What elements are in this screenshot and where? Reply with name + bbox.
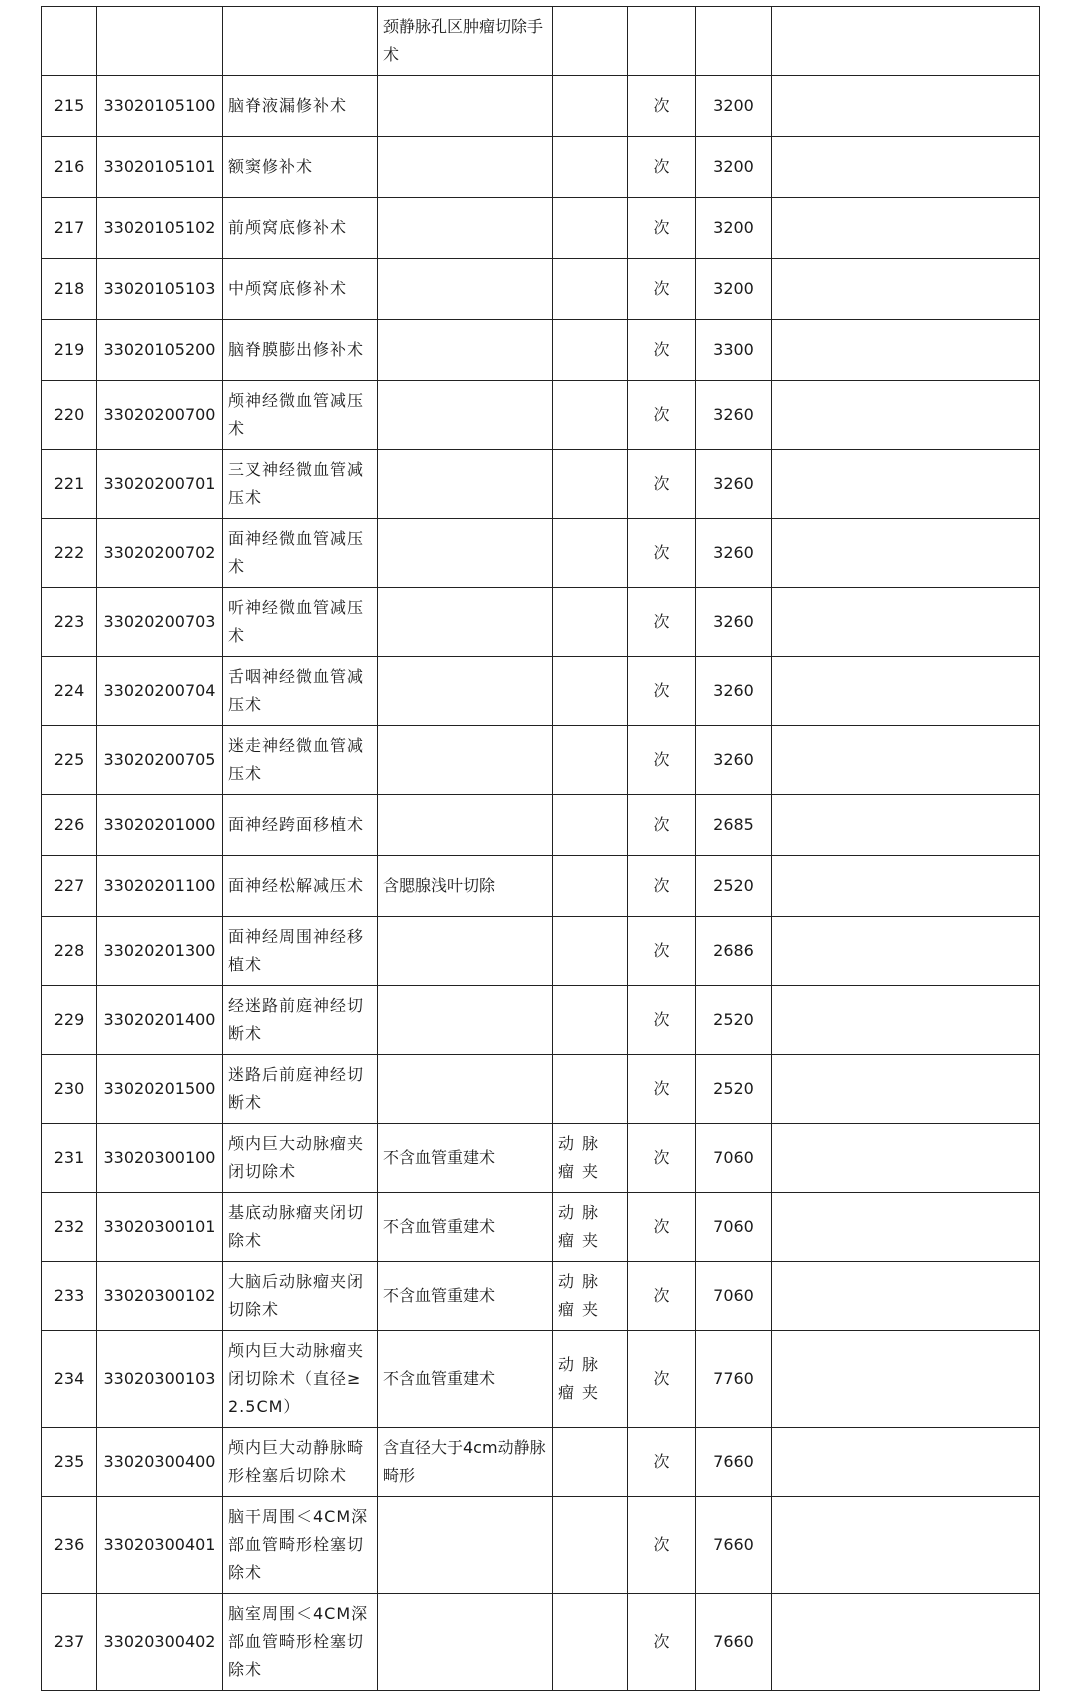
item-content-cell: [378, 198, 553, 259]
excluded-material-cell: 动脉瘤夹: [553, 1331, 628, 1428]
item-code-cell: 33020105200: [97, 320, 223, 381]
row-number-cell: 228: [42, 917, 97, 986]
price-value-cell: 2685: [696, 795, 772, 856]
excluded-material-cell: [553, 198, 628, 259]
remark-cell: [772, 1193, 1040, 1262]
excluded-material-cell: [553, 856, 628, 917]
item-code-cell: 33020105101: [97, 137, 223, 198]
item-content-cell: [378, 917, 553, 986]
excluded-material-cell: [553, 588, 628, 657]
item-name-cell: 面神经周围神经移植术: [223, 917, 378, 986]
pricing-unit-cell: 次: [628, 588, 696, 657]
item-name-cell: 额窦修补术: [223, 137, 378, 198]
pricing-unit-cell: 次: [628, 856, 696, 917]
table-row: [42, 320, 1040, 381]
item-name-cell: 面神经松解减压术: [223, 856, 378, 917]
item-code-cell: 33020300402: [97, 1594, 223, 1691]
pricing-unit-cell: 次: [628, 137, 696, 198]
remark-cell: [772, 450, 1040, 519]
table-row: [42, 1193, 1040, 1262]
table-row: [42, 381, 1040, 450]
item-code-cell: 33020200700: [97, 381, 223, 450]
item-code-cell: 33020105103: [97, 259, 223, 320]
table-row: [42, 1594, 1040, 1691]
item-content-cell: 不含血管重建术: [378, 1193, 553, 1262]
item-code-cell: 33020300101: [97, 1193, 223, 1262]
remark-cell: [772, 198, 1040, 259]
price-value-cell: 3260: [696, 450, 772, 519]
excluded-material-cell: [553, 137, 628, 198]
item-content-cell: [378, 450, 553, 519]
table-row: [42, 1428, 1040, 1497]
pricing-unit-cell: 次: [628, 1331, 696, 1428]
excluded-material-cell: 动脉瘤夹: [553, 1124, 628, 1193]
excluded-material-cell: [553, 657, 628, 726]
remark-cell: [772, 76, 1040, 137]
row-number-cell: 216: [42, 137, 97, 198]
item-name-cell: 脑脊膜膨出修补术: [223, 320, 378, 381]
table-row: [42, 1497, 1040, 1594]
pricing-unit-cell: 次: [628, 381, 696, 450]
item-content-cell: [378, 657, 553, 726]
table-row: [42, 588, 1040, 657]
price-value-cell: 3260: [696, 726, 772, 795]
excluded-material-cell: [553, 726, 628, 795]
pricing-unit-cell: 次: [628, 1428, 696, 1497]
remark-cell: [772, 7, 1040, 76]
pricing-unit-cell: 次: [628, 198, 696, 259]
price-value-cell: 3200: [696, 76, 772, 137]
row-number-cell: 220: [42, 381, 97, 450]
item-code-cell: 33020200701: [97, 450, 223, 519]
price-value-cell: 7060: [696, 1124, 772, 1193]
excluded-material-cell: [553, 76, 628, 137]
item-code-cell: [97, 7, 223, 76]
item-content-cell: [378, 76, 553, 137]
table-row: [42, 795, 1040, 856]
item-code-cell: 33020300102: [97, 1262, 223, 1331]
item-name-cell: 面神经跨面移植术: [223, 795, 378, 856]
pricing-unit-cell: 次: [628, 320, 696, 381]
table-row: [42, 450, 1040, 519]
item-content-cell: [378, 1594, 553, 1691]
excluded-material-cell: 动脉瘤夹: [553, 1193, 628, 1262]
pricing-unit-cell: 次: [628, 519, 696, 588]
item-code-cell: 33020201000: [97, 795, 223, 856]
row-number-cell: 221: [42, 450, 97, 519]
item-code-cell: 33020300401: [97, 1497, 223, 1594]
table-row: [42, 726, 1040, 795]
item-name-cell: 迷走神经微血管减压术: [223, 726, 378, 795]
item-code-cell: 33020201300: [97, 917, 223, 986]
price-value-cell: 3260: [696, 519, 772, 588]
price-value-cell: 2520: [696, 1055, 772, 1124]
item-name-cell: 基底动脉瘤夹闭切除术: [223, 1193, 378, 1262]
price-value-cell: 7660: [696, 1428, 772, 1497]
price-value-cell: 7660: [696, 1497, 772, 1594]
excluded-material-cell: [553, 986, 628, 1055]
row-number-cell: 232: [42, 1193, 97, 1262]
price-value-cell: 3200: [696, 137, 772, 198]
pricing-unit-cell: [628, 7, 696, 76]
excluded-material-cell: 动脉瘤夹: [553, 1262, 628, 1331]
price-value-cell: 3300: [696, 320, 772, 381]
table-row: [42, 198, 1040, 259]
item-name-cell: 前颅窝底修补术: [223, 198, 378, 259]
table-row: [42, 1262, 1040, 1331]
remark-cell: [772, 1331, 1040, 1428]
excluded-material-cell: [553, 1428, 628, 1497]
row-number-cell: 230: [42, 1055, 97, 1124]
row-number-cell: 229: [42, 986, 97, 1055]
row-number-cell: 219: [42, 320, 97, 381]
item-name-cell: 迷路后前庭神经切断术: [223, 1055, 378, 1124]
remark-cell: [772, 1428, 1040, 1497]
item-content-cell: [378, 795, 553, 856]
remark-cell: [772, 588, 1040, 657]
item-name-cell: 面神经微血管减压术: [223, 519, 378, 588]
pricing-unit-cell: 次: [628, 795, 696, 856]
item-code-cell: 33020201500: [97, 1055, 223, 1124]
item-code-cell: 33020105102: [97, 198, 223, 259]
excluded-material-cell: [553, 381, 628, 450]
pricing-unit-cell: 次: [628, 1262, 696, 1331]
remark-cell: [772, 137, 1040, 198]
row-number-cell: 231: [42, 1124, 97, 1193]
excluded-material-cell: [553, 1594, 628, 1691]
row-number-cell: 222: [42, 519, 97, 588]
pricing-unit-cell: 次: [628, 1497, 696, 1594]
table-body: [42, 7, 1040, 1691]
item-name-cell: 三叉神经微血管减压术: [223, 450, 378, 519]
item-name-cell: 颅内巨大动脉瘤夹闭切除术（直径≥2.5CM）: [223, 1331, 378, 1428]
item-content-cell: 颈静脉孔区肿瘤切除手术: [378, 7, 553, 76]
pricing-unit-cell: 次: [628, 1055, 696, 1124]
table-row: [42, 917, 1040, 986]
item-content-cell: 含直径大于4cm动静脉畸形: [378, 1428, 553, 1497]
remark-cell: [772, 1055, 1040, 1124]
item-code-cell: 33020300100: [97, 1124, 223, 1193]
price-value-cell: [696, 7, 772, 76]
row-number-cell: 237: [42, 1594, 97, 1691]
row-number-cell: 225: [42, 726, 97, 795]
table-row: [42, 7, 1040, 76]
table-row: [42, 76, 1040, 137]
row-number-cell: [42, 7, 97, 76]
item-name-cell: 颅内巨大动脉瘤夹闭切除术: [223, 1124, 378, 1193]
item-code-cell: 33020200702: [97, 519, 223, 588]
item-code-cell: 33020201400: [97, 986, 223, 1055]
item-content-cell: 不含血管重建术: [378, 1331, 553, 1428]
table-row: [42, 1055, 1040, 1124]
price-value-cell: 3260: [696, 588, 772, 657]
price-value-cell: 7060: [696, 1262, 772, 1331]
pricing-unit-cell: 次: [628, 986, 696, 1055]
item-code-cell: 33020300400: [97, 1428, 223, 1497]
table-row: [42, 519, 1040, 588]
item-name-cell: 中颅窝底修补术: [223, 259, 378, 320]
price-table: [41, 6, 1040, 1691]
price-value-cell: 3200: [696, 198, 772, 259]
remark-cell: [772, 917, 1040, 986]
item-content-cell: [378, 588, 553, 657]
remark-cell: [772, 381, 1040, 450]
price-value-cell: 2520: [696, 986, 772, 1055]
pricing-unit-cell: 次: [628, 76, 696, 137]
row-number-cell: 235: [42, 1428, 97, 1497]
table-row: [42, 1331, 1040, 1428]
pricing-unit-cell: 次: [628, 1193, 696, 1262]
remark-cell: [772, 795, 1040, 856]
price-value-cell: 7060: [696, 1193, 772, 1262]
item-content-cell: [378, 726, 553, 795]
pricing-unit-cell: 次: [628, 1124, 696, 1193]
row-number-cell: 227: [42, 856, 97, 917]
item-name-cell: 颅神经微血管减压术: [223, 381, 378, 450]
row-number-cell: 226: [42, 795, 97, 856]
price-value-cell: 7660: [696, 1594, 772, 1691]
item-content-cell: [378, 381, 553, 450]
item-content-cell: [378, 519, 553, 588]
item-content-cell: 不含血管重建术: [378, 1262, 553, 1331]
row-number-cell: 217: [42, 198, 97, 259]
excluded-material-cell: [553, 795, 628, 856]
excluded-material-cell: [553, 7, 628, 76]
row-number-cell: 234: [42, 1331, 97, 1428]
item-code-cell: 33020300103: [97, 1331, 223, 1428]
remark-cell: [772, 320, 1040, 381]
price-value-cell: 7760: [696, 1331, 772, 1428]
item-content-cell: [378, 320, 553, 381]
remark-cell: [772, 1124, 1040, 1193]
price-value-cell: 3260: [696, 381, 772, 450]
item-code-cell: 33020200703: [97, 588, 223, 657]
pricing-unit-cell: 次: [628, 726, 696, 795]
row-number-cell: 218: [42, 259, 97, 320]
row-number-cell: 224: [42, 657, 97, 726]
table-row: [42, 986, 1040, 1055]
item-content-cell: 含腮腺浅叶切除: [378, 856, 553, 917]
item-code-cell: 33020105100: [97, 76, 223, 137]
item-name-cell: 听神经微血管减压术: [223, 588, 378, 657]
row-number-cell: 223: [42, 588, 97, 657]
remark-cell: [772, 1594, 1040, 1691]
excluded-material-cell: [553, 1055, 628, 1124]
remark-cell: [772, 726, 1040, 795]
remark-cell: [772, 986, 1040, 1055]
item-content-cell: 不含血管重建术: [378, 1124, 553, 1193]
row-number-cell: 215: [42, 76, 97, 137]
table-row: [42, 137, 1040, 198]
pricing-unit-cell: 次: [628, 1594, 696, 1691]
item-name-cell: 颅内巨大动静脉畸形栓塞后切除术: [223, 1428, 378, 1497]
pricing-unit-cell: 次: [628, 450, 696, 519]
remark-cell: [772, 1497, 1040, 1594]
remark-cell: [772, 657, 1040, 726]
table-row: [42, 657, 1040, 726]
item-name-cell: 脑脊液漏修补术: [223, 76, 378, 137]
item-content-cell: [378, 1055, 553, 1124]
item-code-cell: 33020201100: [97, 856, 223, 917]
table-row: [42, 1124, 1040, 1193]
item-name-cell: 大脑后动脉瘤夹闭切除术: [223, 1262, 378, 1331]
excluded-material-cell: [553, 450, 628, 519]
table-row: [42, 259, 1040, 320]
item-name-cell: 舌咽神经微血管减压术: [223, 657, 378, 726]
item-code-cell: 33020200705: [97, 726, 223, 795]
excluded-material-cell: [553, 259, 628, 320]
row-number-cell: 236: [42, 1497, 97, 1594]
item-name-cell: 脑干周围＜4CM深部血管畸形栓塞切除术: [223, 1497, 378, 1594]
item-content-cell: [378, 259, 553, 320]
excluded-material-cell: [553, 320, 628, 381]
price-value-cell: 2520: [696, 856, 772, 917]
excluded-material-cell: [553, 1497, 628, 1594]
remark-cell: [772, 519, 1040, 588]
item-content-cell: [378, 986, 553, 1055]
pricing-unit-cell: 次: [628, 657, 696, 726]
excluded-material-cell: [553, 519, 628, 588]
remark-cell: [772, 856, 1040, 917]
price-value-cell: 3260: [696, 657, 772, 726]
pricing-unit-cell: 次: [628, 917, 696, 986]
item-name-cell: [223, 7, 378, 76]
pricing-unit-cell: 次: [628, 259, 696, 320]
remark-cell: [772, 259, 1040, 320]
remark-cell: [772, 1262, 1040, 1331]
item-content-cell: [378, 1497, 553, 1594]
row-number-cell: 233: [42, 1262, 97, 1331]
price-value-cell: 2686: [696, 917, 772, 986]
item-content-cell: [378, 137, 553, 198]
item-name-cell: 脑室周围＜4CM深部血管畸形栓塞切除术: [223, 1594, 378, 1691]
table-row: [42, 856, 1040, 917]
excluded-material-cell: [553, 917, 628, 986]
price-value-cell: 3200: [696, 259, 772, 320]
item-code-cell: 33020200704: [97, 657, 223, 726]
item-name-cell: 经迷路前庭神经切断术: [223, 986, 378, 1055]
